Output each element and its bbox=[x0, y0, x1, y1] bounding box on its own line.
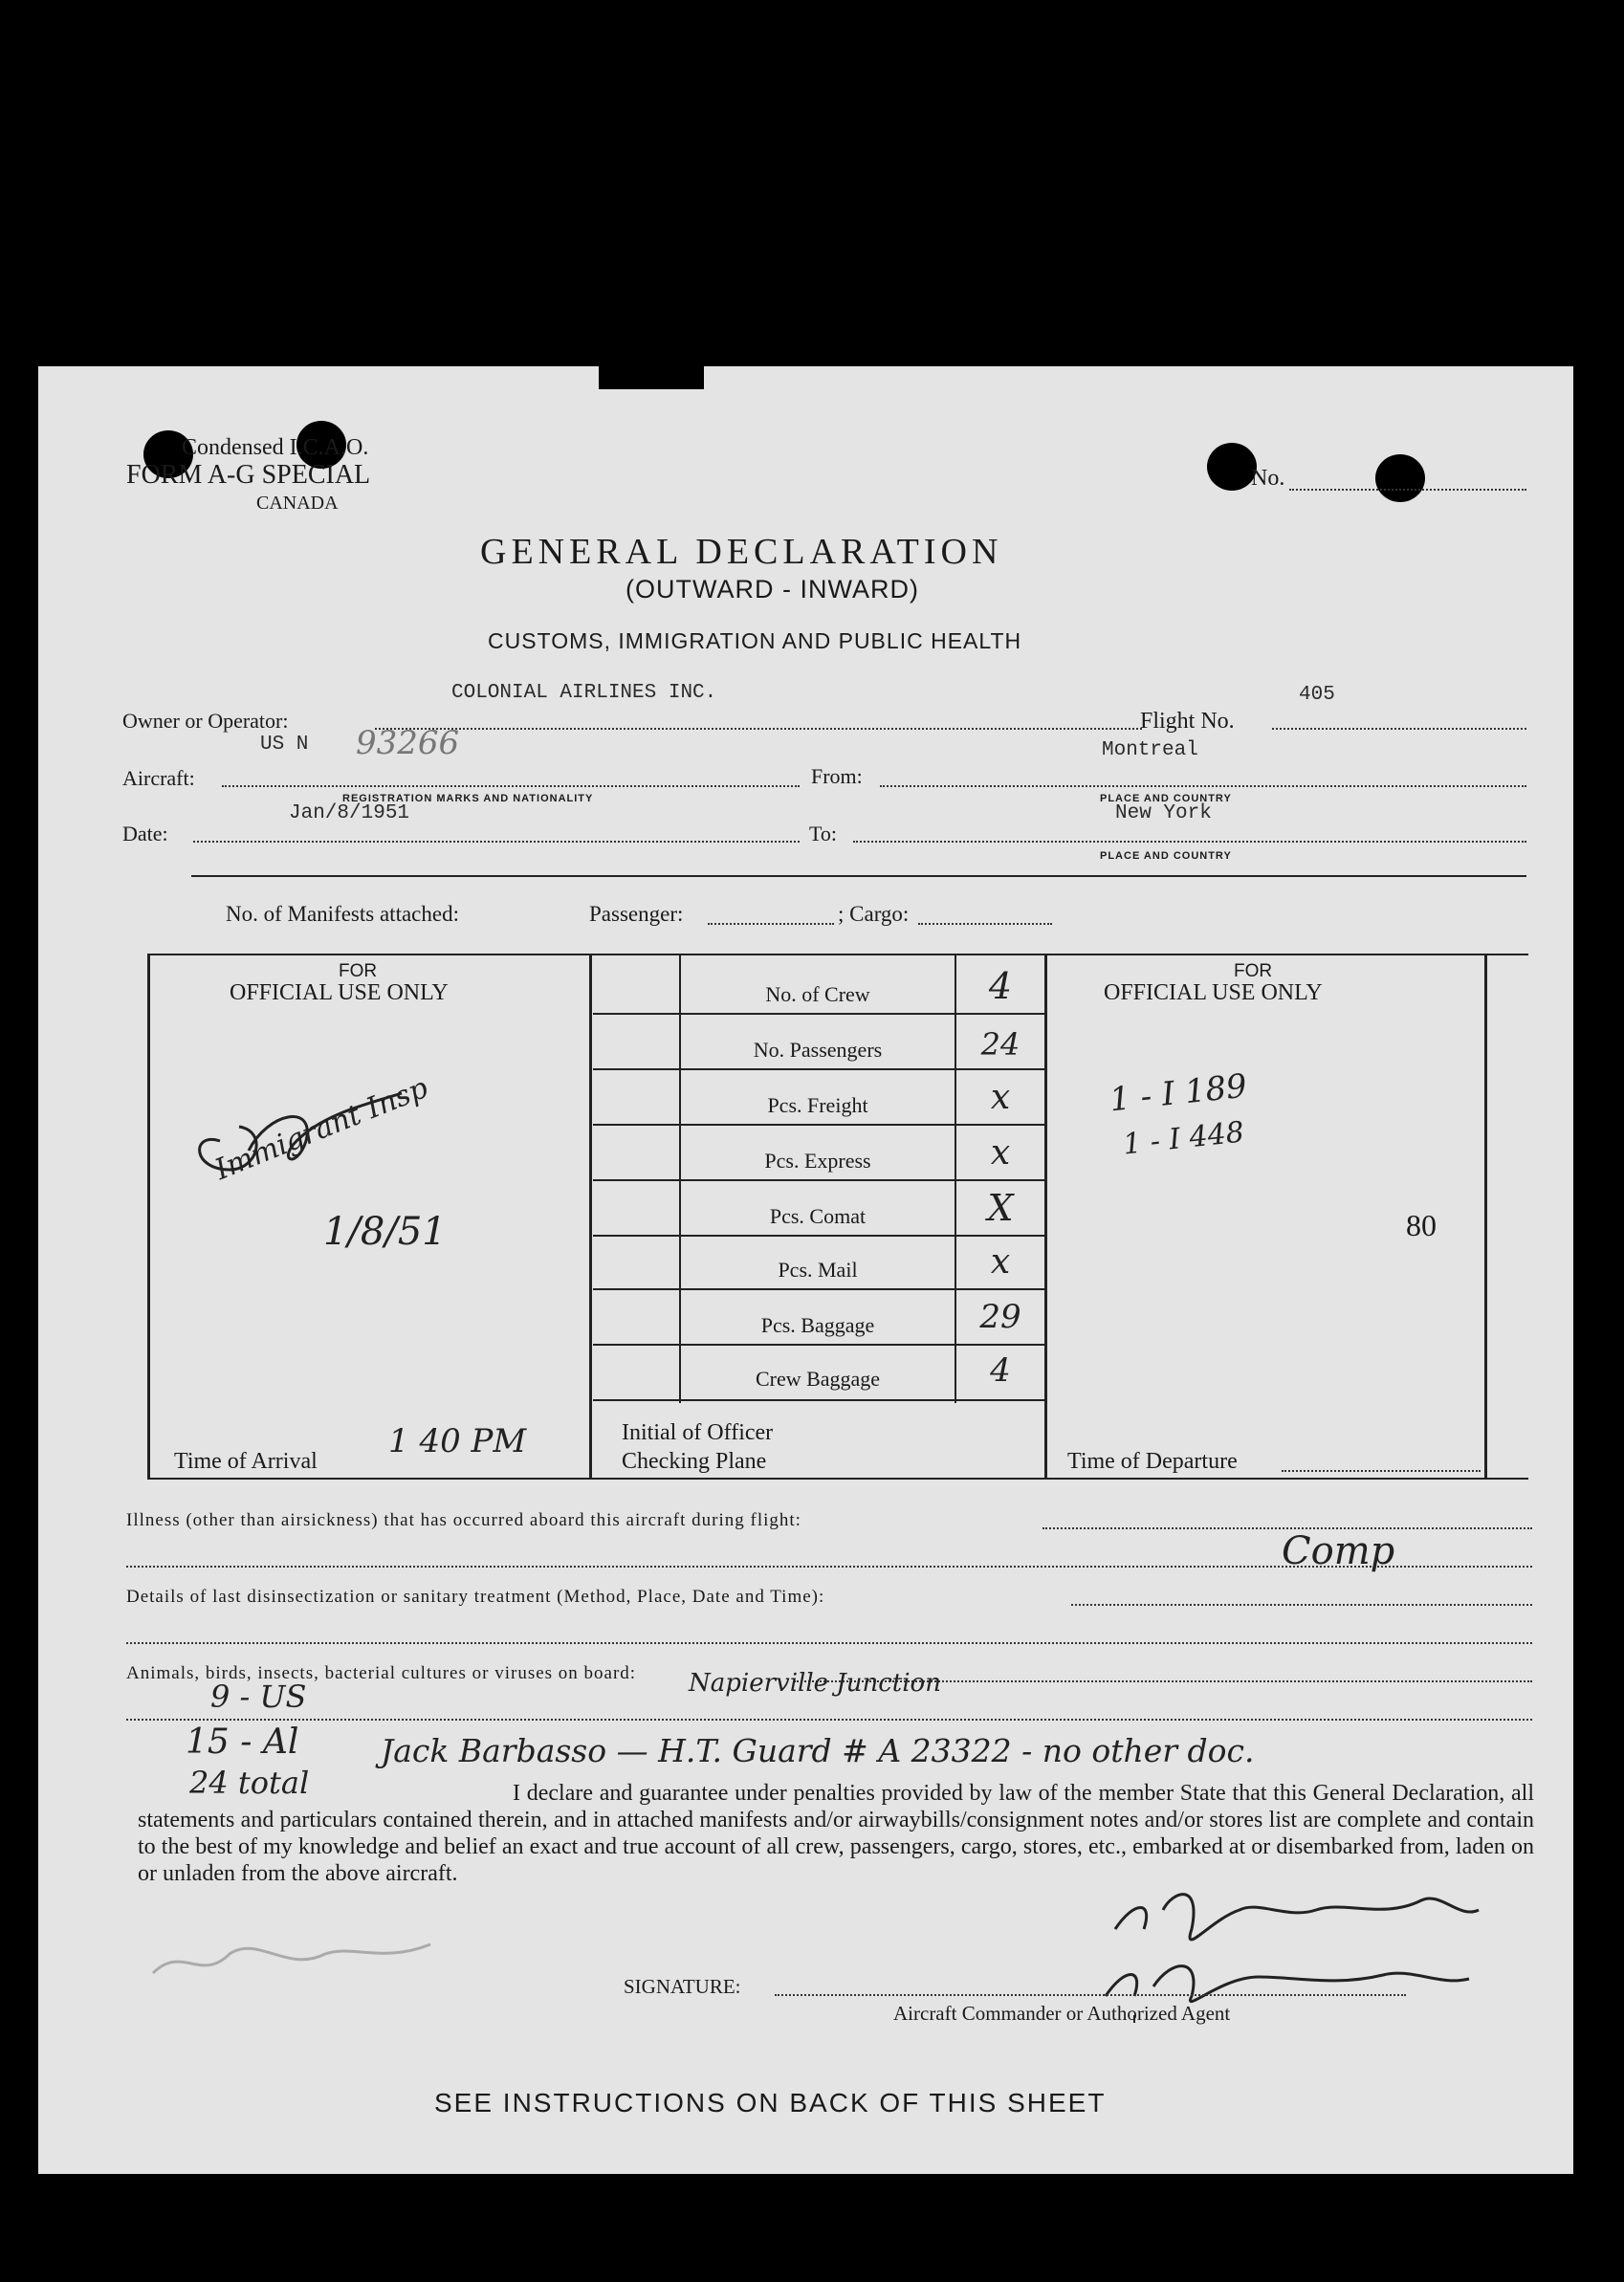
flight-value: 405 bbox=[1299, 684, 1335, 706]
to-label: To: bbox=[809, 822, 838, 845]
time-departure-line bbox=[1282, 1470, 1481, 1472]
owner-label: Owner or Operator: bbox=[122, 709, 289, 733]
signature-label: SIGNATURE: bbox=[624, 1975, 741, 1998]
row-value-passengers: 24 bbox=[980, 1026, 1020, 1063]
hand-note-total: 24 total bbox=[189, 1765, 310, 1801]
from-value: Montreal bbox=[1102, 739, 1198, 761]
owner-line bbox=[375, 728, 1142, 730]
page-title: GENERAL DECLARATION bbox=[480, 532, 1003, 572]
initial-officer-label-2: Checking Plane bbox=[622, 1449, 767, 1474]
row-divider bbox=[593, 1288, 1044, 1290]
table-left bbox=[147, 954, 150, 1480]
disinsect-line-2 bbox=[126, 1642, 1532, 1644]
row-divider bbox=[593, 1344, 1044, 1346]
hand-note-al: 15 - Al bbox=[186, 1722, 299, 1762]
date-value: Jan/8/1951 bbox=[289, 802, 410, 824]
inspector-signature bbox=[182, 1074, 469, 1189]
faint-pencil-mark bbox=[143, 1925, 450, 2002]
cargo-label: ; Cargo: bbox=[838, 902, 910, 926]
registration-caption: REGISTRATION MARKS AND NATIONALITY bbox=[342, 793, 594, 804]
illness-label: Illness (other than airsickness) that has occurred aboard this aircraft during flight: bbox=[126, 1510, 801, 1530]
subheading: CUSTOMS, IMMIGRATION AND PUBLIC HEALTH bbox=[488, 628, 1022, 653]
initial-officer-label-1: Initial of Officer bbox=[622, 1420, 774, 1445]
to-place-caption: PLACE AND COUNTRY bbox=[1100, 850, 1232, 862]
row-value-comat: X bbox=[987, 1187, 1014, 1229]
row-divider bbox=[593, 1068, 1044, 1070]
row-divider bbox=[593, 1179, 1044, 1181]
header-divider bbox=[191, 875, 1526, 877]
signature-caption: Aircraft Commander or Authorized Agent bbox=[893, 2002, 1231, 2025]
right-header: OFFICIAL USE ONLY bbox=[1104, 980, 1323, 1005]
row-value-crew-baggage: 4 bbox=[990, 1351, 1011, 1390]
row-value-freight: x bbox=[990, 1078, 1011, 1117]
from-line bbox=[880, 785, 1526, 787]
form-number-label: No. bbox=[1251, 466, 1285, 491]
form-name: FORM A-G SPECIAL bbox=[126, 460, 371, 490]
hand-note-guard: Jack Barbasso — H.T. Guard # A 23322 - no other doc. bbox=[381, 1732, 1255, 1769]
stamp-date: 1/8/51 bbox=[323, 1210, 447, 1254]
row-label-express: Pcs. Express bbox=[764, 1149, 871, 1173]
right-note-2: 1 - I 448 bbox=[1121, 1115, 1246, 1162]
from-place-caption: PLACE AND COUNTRY bbox=[1100, 793, 1232, 804]
row-label-passengers: No. Passengers bbox=[753, 1038, 883, 1062]
punch-hole bbox=[1375, 454, 1425, 502]
row-label-freight: Pcs. Freight bbox=[767, 1093, 868, 1117]
right-number: 80 bbox=[1406, 1208, 1437, 1242]
declaration-sheet bbox=[38, 366, 1573, 2174]
row-label-mail: Pcs. Mail bbox=[778, 1258, 858, 1282]
from-label: From: bbox=[811, 764, 863, 788]
aircraft-value-hand: 93266 bbox=[356, 724, 460, 762]
row-label-comat: Pcs. Comat bbox=[769, 1204, 867, 1228]
row-value-express: x bbox=[990, 1133, 1011, 1173]
row-label-crew: No. of Crew bbox=[765, 982, 870, 1006]
table-col-4 bbox=[1044, 954, 1047, 1480]
date-line bbox=[193, 841, 800, 843]
owner-value: COLONIAL AIRLINES INC. bbox=[451, 682, 717, 704]
row-label-crew-baggage: Crew Baggage bbox=[755, 1367, 881, 1391]
hand-note-us: 9 - US bbox=[210, 1679, 307, 1715]
flight-line bbox=[1272, 728, 1526, 730]
right-note-1: 1 - I 189 bbox=[1108, 1066, 1249, 1120]
declaration-text: I declare and guarantee under penalties provided by law of the member State that this General Declaration, all statements and particulars contained therein, and in attached manifests and/or airwaybills/consignment notes and/or stores list are complete and contain to the best of my knowledge and belief an exact and true account of all crew, passengers, cargo, stores, etc., embarked at or disembarked from, laden on or unladen from the above aircraft. bbox=[138, 1781, 1534, 1886]
left-header: OFFICIAL USE ONLY bbox=[230, 980, 449, 1005]
passenger-label: Passenger: bbox=[589, 902, 684, 926]
time-departure-label: Time of Departure bbox=[1067, 1449, 1238, 1474]
aircraft-value-typed: US N bbox=[260, 734, 309, 756]
table-top bbox=[147, 954, 1528, 955]
page-subtitle: (OUTWARD - INWARD) bbox=[625, 575, 919, 603]
punch-hole bbox=[1207, 443, 1257, 491]
top-notch bbox=[599, 366, 704, 389]
row-divider bbox=[593, 1399, 1044, 1401]
row-value-mail: x bbox=[990, 1242, 1011, 1282]
row-divider bbox=[593, 1013, 1044, 1015]
animals-label: Animals, birds, insects, bacterial cultures or viruses on board: bbox=[126, 1663, 637, 1683]
disinsect-label: Details of last disinsectization or sanitary treatment (Method, Place, Date and Time): bbox=[126, 1587, 825, 1607]
table-bottom bbox=[147, 1478, 1528, 1480]
condensed-label: Condensed I.C.A.O. bbox=[182, 435, 369, 460]
left-header-for: FOR bbox=[339, 961, 378, 981]
disinsect-line bbox=[1071, 1604, 1532, 1606]
to-line bbox=[853, 841, 1526, 843]
aircraft-line bbox=[222, 785, 800, 787]
table-col-1 bbox=[589, 954, 592, 1480]
stamp-inspector: Immigrant Insp bbox=[210, 1070, 433, 1188]
date-label: Date: bbox=[122, 822, 168, 845]
row-divider bbox=[593, 1124, 1044, 1126]
row-divider bbox=[593, 1235, 1044, 1237]
row-value-crew: 4 bbox=[988, 965, 1013, 1007]
manifests-label: No. of Manifests attached: bbox=[226, 902, 459, 926]
country-label: CANADA bbox=[256, 493, 339, 514]
footer-instructions: SEE INSTRUCTIONS ON BACK OF THIS SHEET bbox=[434, 2088, 1107, 2117]
to-value: New York bbox=[1115, 802, 1212, 824]
row-label-baggage: Pcs. Baggage bbox=[760, 1313, 875, 1337]
passenger-line bbox=[708, 923, 834, 925]
cargo-line bbox=[918, 923, 1052, 925]
row-value-baggage: 29 bbox=[979, 1298, 1021, 1336]
table-right bbox=[1484, 954, 1487, 1480]
time-arrival-value: 1 40 PM bbox=[388, 1422, 527, 1460]
flight-label: Flight No. bbox=[1140, 709, 1235, 734]
animals-line-2 bbox=[126, 1719, 1532, 1721]
hand-comp: Comp bbox=[1282, 1529, 1395, 1573]
signature-line bbox=[775, 1994, 1406, 1996]
form-number-line bbox=[1289, 489, 1526, 491]
time-arrival-label: Time of Arrival bbox=[174, 1449, 318, 1474]
aircraft-label: Aircraft: bbox=[122, 766, 195, 790]
right-header-for: FOR bbox=[1234, 961, 1273, 981]
hand-note-junction: Napierville Junction bbox=[689, 1669, 941, 1698]
